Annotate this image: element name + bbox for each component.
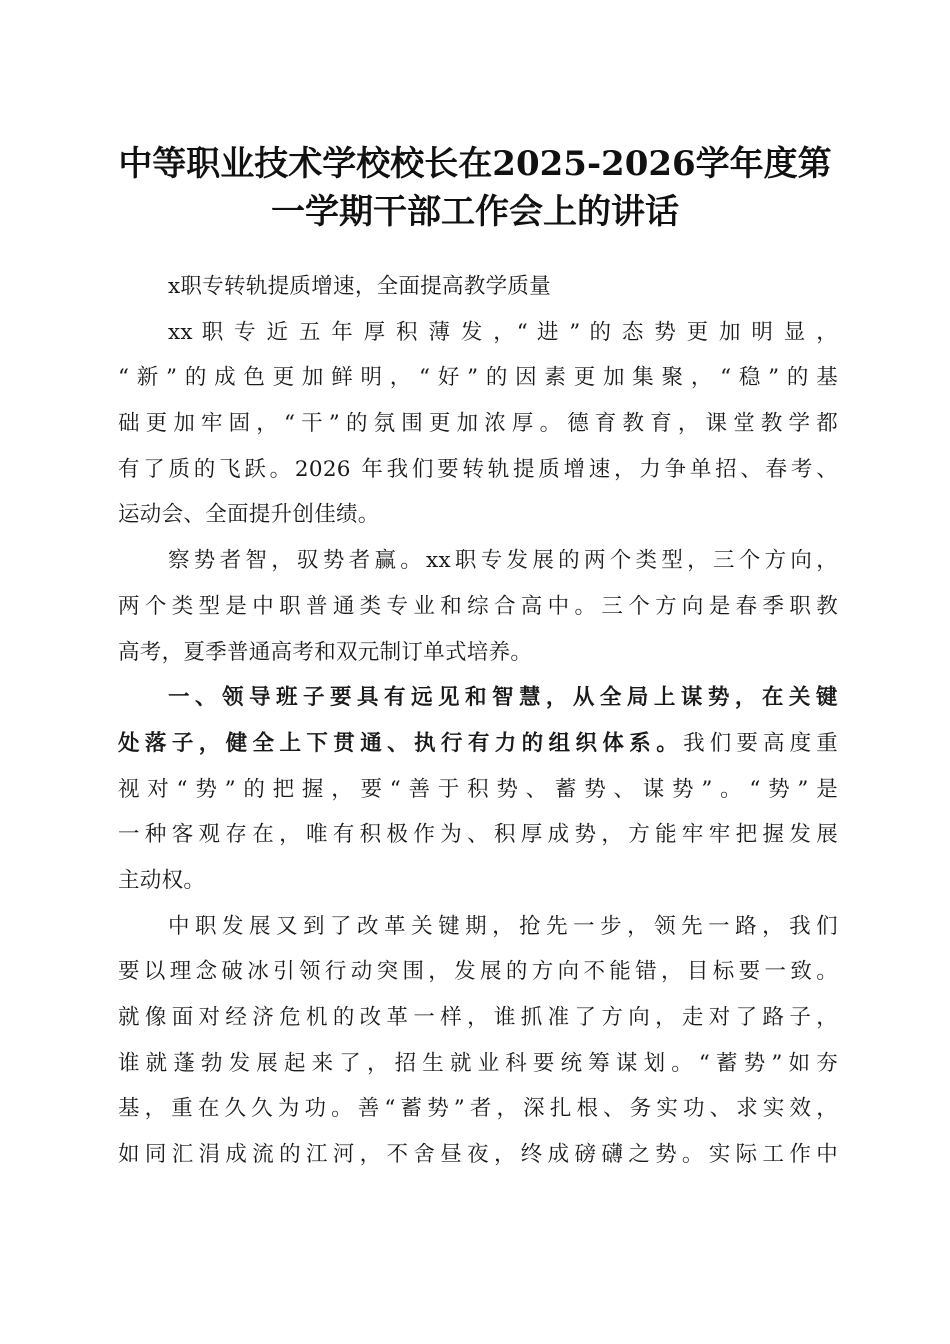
paragraph-line: 察势者智，驭势者赢。xx职专发展的两个类型，三个方向， (168, 548, 838, 574)
paragraph-line: 就像面对经济危机的改革一样，谁抓准了方向，走对了路子， (118, 1005, 838, 1030)
paragraph-line: 要以理念破冰引领行动突围，发展的方向不能错，目标要一致。 (118, 959, 838, 985)
document-body (118, 264, 838, 1178)
paragraph-line: 一种客观存在，唯有积极作为、积厚成势，方能牢牢把握发展 (118, 822, 838, 848)
paragraph-line: 高考，夏季普通高考和双元制订单式培养。 (118, 639, 533, 665)
title-line-1: 中等职业技术学校校长在2025-2026学年度第 (118, 144, 832, 184)
paragraph-line: 有了质的飞跃。2026 年我们要转轨提质增速，力争单招、春考、 (118, 456, 838, 482)
paragraph-text: 我们要高度重 (683, 730, 838, 756)
paragraph-line: 如同汇涓成流的江河，不舍昼夜，终成磅礴之势。实际工作中 (118, 1142, 838, 1168)
section-heading-line: x职专转轨提质增速，全面提高教学质量 (168, 274, 552, 299)
paragraph-line: 础更加牢固，“干”的氛围更加浓厚。德育教育，课堂教学都 (118, 411, 838, 437)
paragraph-line: 基，重在久久为功。善“蓄势”者，深扎根、务实功、求实效， (118, 1096, 838, 1122)
paragraph-line: 视对“势”的把握，要“善于积势、蓄势、谋势”。“势”是 (118, 776, 838, 802)
mixed-line (118, 721, 838, 767)
bold-heading-line: 一、领导班子要具有远见和智慧，从全局上谋势，在关键 (168, 685, 838, 711)
document-title (60, 140, 890, 236)
paragraph-line: xx 职 专 近 五 年 厚 积 薄 发 ，“ 进 ” 的 态 势 更 加 明 显 ， (168, 319, 838, 345)
paragraph-line: 中职发展又到了改革关键期，抢先一步，领先一路，我们 (168, 913, 838, 939)
title-line-2: 一学期干部工作会上的讲话 (271, 192, 679, 232)
paragraph-line: “新”的成色更加鲜明，“好”的因素更加集聚，“稳”的基 (118, 365, 838, 391)
bold-heading-text: 处落子，健全上下贯通、执行有力的组织体系。 (118, 730, 684, 756)
paragraph-line: 谁就蓬勃发展起来了，招生就业科要统筹谋划。“蓄势”如夯 (118, 1050, 838, 1076)
paragraph-line: 两个类型是中职普通类专业和综合高中。三个方向是春季职教 (118, 593, 838, 619)
paragraph-line: 主动权。 (118, 867, 206, 893)
paragraph-line: 运动会、全面提升创佳绩。 (118, 502, 380, 528)
